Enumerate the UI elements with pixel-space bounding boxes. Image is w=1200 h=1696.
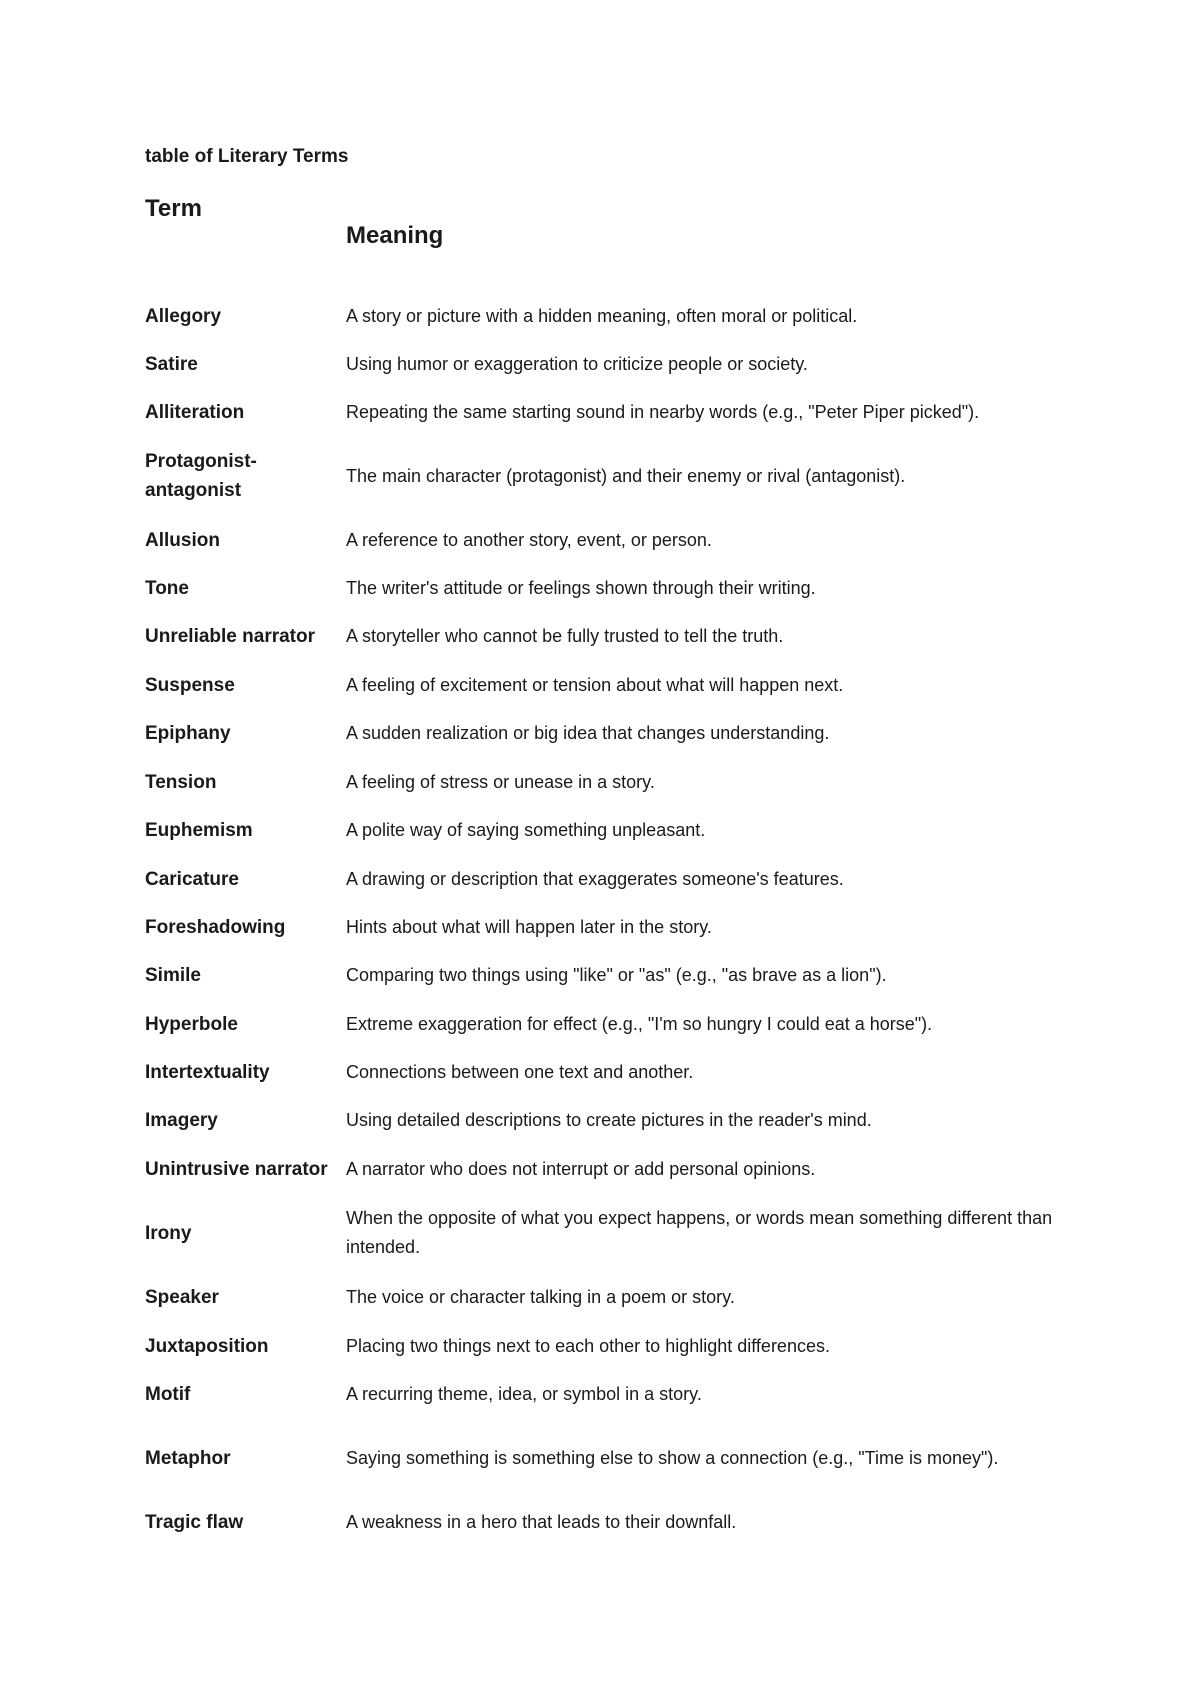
term-cell: Alliteration (145, 401, 245, 423)
term-cell: Caricature (145, 868, 239, 890)
table-row (145, 905, 1065, 949)
term-cell: Intertextuality (145, 1061, 270, 1083)
meaning-cell: A reference to another story, event, or person. (346, 529, 712, 550)
meaning-cell: A polite way of saying something unpleasant. (346, 819, 706, 840)
meaning-cell: The main character (protagonist) and their enemy or rival (antagonist). (346, 465, 906, 486)
term-cell: Speaker (145, 1286, 219, 1308)
table-row (145, 1500, 1065, 1544)
meaning-cell: A sudden realization or big idea that changes understanding. (346, 722, 830, 743)
term-cell: Metaphor (145, 1447, 231, 1469)
term-cell: Motif (145, 1383, 191, 1405)
table-row (145, 294, 1065, 338)
column-header-term: Term (145, 195, 202, 222)
table-row (145, 1372, 1065, 1416)
term-cell: Tone (145, 577, 189, 599)
meaning-cell: A feeling of excitement or tension about what will happen next. (346, 674, 844, 695)
term-cell: Juxtaposition (145, 1335, 269, 1357)
term-cell: Protagonist- antagonist (145, 451, 257, 501)
term-cell: Foreshadowing (145, 916, 286, 938)
meaning-cell: Extreme exaggeration for effect (e.g., "I'm so hungry I could eat a horse"). (346, 1013, 933, 1034)
table-row (145, 1275, 1065, 1319)
term-cell: Allegory (145, 305, 222, 327)
table-row (145, 566, 1065, 610)
table-row (145, 1002, 1065, 1046)
table-row (145, 711, 1065, 755)
table-row (145, 663, 1065, 707)
table-row (145, 518, 1065, 562)
term-cell: Tragic flaw (145, 1511, 244, 1533)
table-row (145, 808, 1065, 852)
table-row (145, 1050, 1065, 1094)
term-cell: Euphemism (145, 819, 253, 841)
term-cell: Allusion (145, 529, 220, 551)
meaning-cell: Repeating the same starting sound in nearby words (e.g., "Peter Piper picked"). (346, 401, 980, 422)
term-cell: Irony (145, 1222, 192, 1244)
term-cell: Hyperbole (145, 1013, 238, 1035)
meaning-cell: A weakness in a hero that leads to their downfall. (346, 1511, 737, 1532)
table-row (145, 1098, 1065, 1142)
term-cell: Simile (145, 964, 201, 986)
table-row (145, 1202, 1065, 1264)
meaning-cell: A drawing or description that exaggerates someone's features. (346, 868, 844, 889)
table-row (145, 342, 1065, 386)
term-cell: Suspense (145, 674, 235, 696)
table-row (145, 614, 1065, 658)
table-row (145, 446, 1065, 506)
table-row (145, 857, 1065, 901)
term-cell: Unreliable narrator (145, 625, 315, 647)
term-cell: Unintrusive narrator (145, 1158, 328, 1180)
meaning-cell: When the opposite of what you expect happens, or words mean something different than intended. (346, 1208, 1053, 1257)
table-row (145, 1147, 1065, 1191)
meaning-cell: Saying something is something else to show a connection (e.g., "Time is money"). (346, 1447, 999, 1468)
term-cell: Epiphany (145, 722, 231, 744)
table-row (145, 1427, 1065, 1489)
meaning-cell: A narrator who does not interrupt or add personal opinions. (346, 1158, 816, 1179)
document-title: table of Literary Terms (145, 146, 349, 167)
table-row (145, 760, 1065, 804)
table-row (145, 1324, 1065, 1368)
meaning-cell: A story or picture with a hidden meaning, often moral or political. (346, 305, 858, 326)
meaning-cell: A feeling of stress or unease in a story. (346, 771, 655, 792)
meaning-cell: A recurring theme, idea, or symbol in a story. (346, 1383, 702, 1404)
meaning-cell: Using detailed descriptions to create pictures in the reader's mind. (346, 1109, 872, 1130)
meaning-cell: Comparing two things using "like" or "as" (e.g., "as brave as a lion"). (346, 964, 887, 985)
meaning-cell: The voice or character talking in a poem or story. (346, 1286, 735, 1307)
term-cell: Imagery (145, 1109, 218, 1131)
column-header-meaning: Meaning (346, 222, 444, 249)
meaning-cell: Placing two things next to each other to highlight differences. (346, 1335, 830, 1356)
meaning-cell: The writer's attitude or feelings shown through their writing. (346, 577, 816, 598)
term-cell: Satire (145, 353, 198, 375)
table-row (145, 390, 1065, 434)
term-cell: Tension (145, 771, 217, 793)
meaning-cell: A storyteller who cannot be fully trusted to tell the truth. (346, 625, 784, 646)
meaning-cell: Using humor or exaggeration to criticize people or society. (346, 353, 808, 374)
table-row (145, 953, 1065, 997)
meaning-cell: Connections between one text and another. (346, 1061, 694, 1082)
meaning-cell: Hints about what will happen later in the story. (346, 916, 712, 937)
